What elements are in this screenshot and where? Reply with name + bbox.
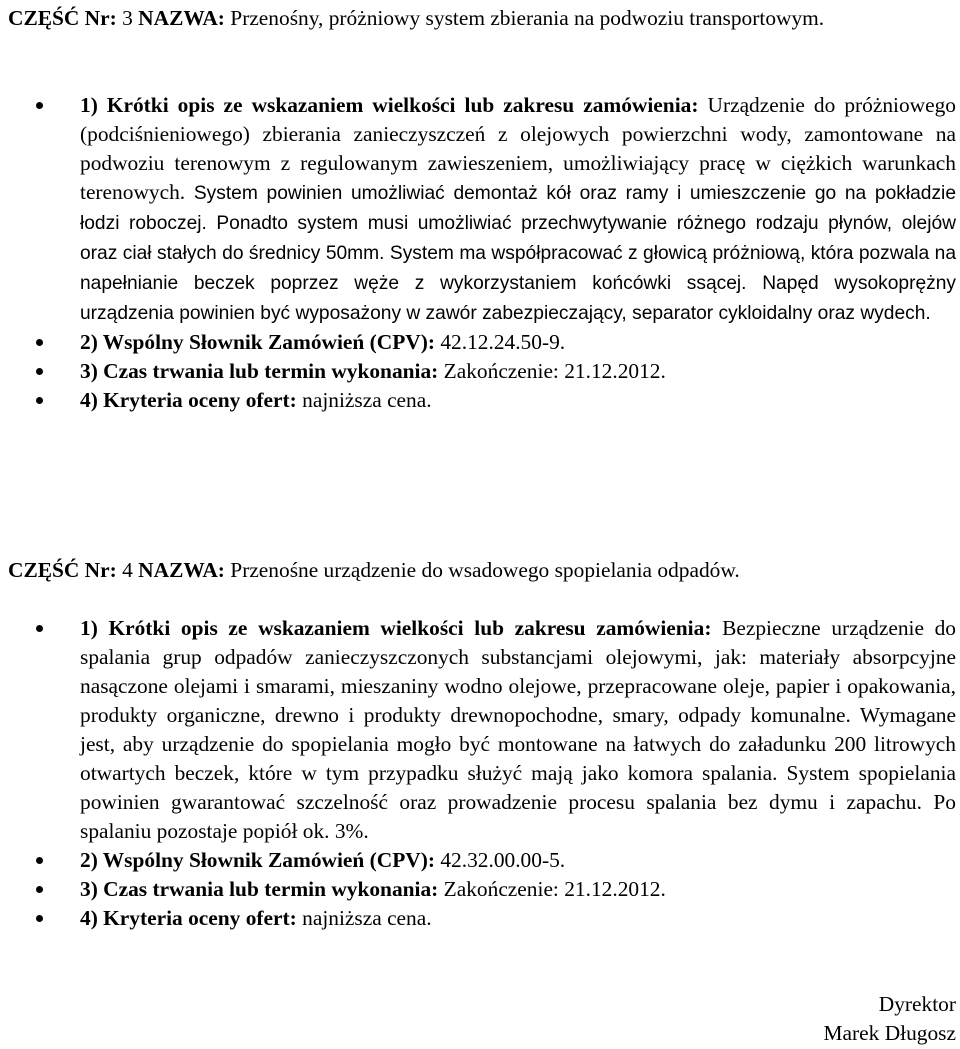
bullet-icon — [36, 625, 43, 632]
signature-block — [824, 990, 956, 1048]
signature-name: Marek Długosz — [823, 1021, 956, 1045]
part3-heading — [8, 4, 948, 33]
part4-item-criteria — [8, 904, 956, 933]
bullet-icon — [36, 857, 43, 864]
part3-item-cpv — [8, 328, 956, 357]
part3-name-label: NAZWA: — [138, 6, 225, 30]
item-label: 3) Czas trwania lub termin wykonania: — [80, 877, 439, 901]
item-text: Zakończenie: 21.12.2012. — [443, 359, 666, 383]
item-label: 4) Kryteria oceny ofert: — [80, 906, 297, 930]
bullet-icon — [36, 102, 43, 109]
item-text: Zakończenie: 21.12.2012. — [443, 877, 666, 901]
bullet-icon — [36, 397, 43, 404]
bullet-icon — [36, 915, 43, 922]
bullet-icon — [36, 886, 43, 893]
part3-item-duration — [8, 357, 956, 386]
item-text: najniższa cena. — [302, 388, 432, 412]
item-label: 4) Kryteria oceny ofert: — [80, 388, 297, 412]
part4-item-description — [8, 614, 956, 846]
part4-items — [8, 614, 956, 933]
part3-label: CZĘŚĆ Nr: — [8, 6, 117, 30]
item-label: 2) Wspólny Słownik Zamówień (CPV): — [80, 848, 435, 872]
item-text: 42.32.00.00-5. — [440, 848, 566, 872]
item-label: 2) Wspólny Słownik Zamówień (CPV): — [80, 330, 435, 354]
part3-item-criteria — [8, 386, 956, 415]
part4-item-cpv — [8, 846, 956, 875]
item-label: 3) Czas trwania lub termin wykonania: — [80, 359, 439, 383]
signature-title: Dyrektor — [878, 992, 956, 1016]
bullet-icon — [36, 368, 43, 375]
item-text: Urządzenie do próżniowego (podciśnieniowego) zbierania zanieczyszczeń z olejowych powierzchni wody, zamontowane na podwoziu terenowym z regulowanym zawieszeniem, umożliwiający pracę w ciężkich warunkach terenowych. — [80, 93, 956, 204]
part4-number: 4 — [122, 558, 133, 582]
part4-label: CZĘŚĆ Nr: — [8, 558, 117, 582]
item-text: najniższa cena. — [302, 906, 432, 930]
part4-heading — [8, 556, 948, 585]
bullet-icon — [36, 339, 43, 346]
item-label: 1) Krótki opis ze wskazaniem wielkości lub zakresu zamówienia: — [80, 93, 699, 117]
part4-name-label: NAZWA: — [138, 558, 225, 582]
item-text-continued: System powinien umożliwiać demontaż kół oraz ramy i umieszczenie go na pokładzie łodzi roboczej. Ponadto system musi umożliwiać przechwytywanie różnego rodzaju płynów, olejów oraz ciał stałych do średnicy 50mm. System ma współpracować z głowicą próżniową, która pozwala na napełnianie beczek poprzez węże z wykorzystaniem końcówki ssącej. Napęd wysokoprężny urządzenia powinien być wyposażony w zawór zabezpieczający, separator cykloidalny oraz wydech. — [80, 183, 956, 324]
part3-number: 3 — [122, 6, 133, 30]
item-label: 1) Krótki opis ze wskazaniem wielkości lub zakresu zamówienia: — [80, 616, 712, 640]
item-text: Bezpieczne urządzenie do spalania grup odpadów zanieczyszczonych substancjami olejowymi, jak: materiały absorpcyjne nasączone olejami i smarami, mieszaniny wodno olejowe, przepracowane oleje, papier i opakowania, produkty organiczne, drewno i produkty drewnopochodne, smary, odpady komunalne. Wymagane jest, aby urządzenie do spopielania mogło być montowane na łatwych do załadunku 200 litrowych otwartych beczek, które w tym przypadku służyć mają jako komora spalania. System spopielania powinien gwarantować szczelność oraz prowadzenie procesu spalania bez dymu i zapachu. Po spalaniu pozostaje popiół ok. 3%. — [80, 616, 956, 843]
part3-items — [8, 91, 956, 415]
part4-name: Przenośne urządzenie do wsadowego spopielania odpadów. — [230, 558, 740, 582]
part4-item-duration — [8, 875, 956, 904]
item-text: 42.12.24.50-9. — [440, 330, 566, 354]
part3-name: Przenośny, próżniowy system zbierania na podwoziu transportowym. — [230, 6, 825, 30]
part3-item-description — [8, 91, 956, 328]
